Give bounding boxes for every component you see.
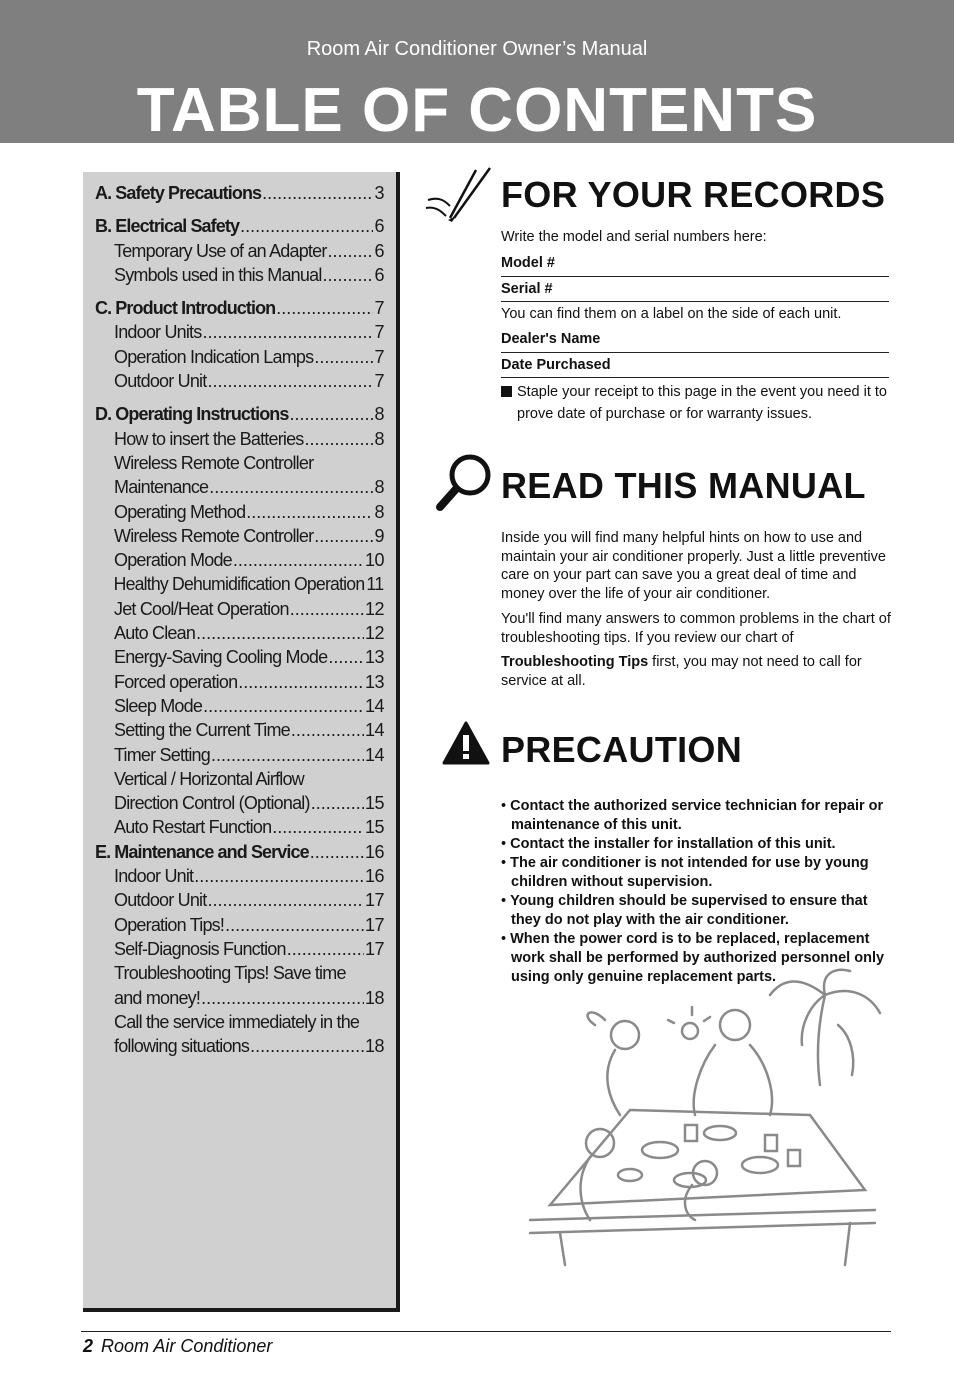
toc-entry[interactable] bbox=[95, 694, 384, 718]
toc-page-number: 18 bbox=[364, 1036, 384, 1057]
toc-page-number: 10 bbox=[364, 550, 384, 571]
toc-entry[interactable] bbox=[95, 320, 384, 344]
label-location-note: You can find them on a label on the side of each unit. bbox=[501, 306, 842, 322]
toc-leader-dots bbox=[196, 621, 364, 645]
toc-entry[interactable] bbox=[95, 913, 384, 937]
page-footer bbox=[83, 1336, 272, 1357]
toc-page-number: 8 bbox=[374, 404, 384, 425]
toc-leader-dots bbox=[290, 597, 364, 621]
precaution-header bbox=[420, 715, 895, 777]
manual-subtitle: Room Air Conditioner Owner’s Manual bbox=[306, 38, 648, 60]
toc-entry-label: D. Operating Instructions bbox=[95, 404, 289, 425]
toc-leader-dots bbox=[276, 296, 373, 320]
toc-page-number: 15 bbox=[364, 817, 384, 838]
toc-entry-label: Symbols used in this Manual bbox=[114, 264, 322, 285]
toc-entry-label: Operation Tips! bbox=[114, 914, 225, 935]
manual-heading: READ THIS MANUAL bbox=[501, 465, 866, 506]
toc-entry[interactable] bbox=[95, 645, 384, 669]
toc-page-number: 13 bbox=[364, 671, 384, 692]
precaution-item-text: The air conditioner is not intended for use by young children without supervision. bbox=[510, 854, 869, 890]
toc-entry-label: Forced operation bbox=[114, 671, 238, 692]
toc-leader-dots bbox=[238, 670, 364, 694]
page-title: TABLE OF CONTENTS bbox=[136, 76, 818, 145]
toc-entry-label: Call the service immediately in the bbox=[114, 1011, 360, 1032]
toc-entry[interactable] bbox=[95, 572, 384, 596]
toc-entry-label: Temporary Use of an Adapter bbox=[114, 240, 327, 261]
manual-header bbox=[420, 451, 895, 513]
toc-entry-label: Indoor Unit bbox=[114, 866, 194, 887]
toc-leader-dots bbox=[287, 937, 364, 961]
page-number: 2 bbox=[83, 1336, 94, 1356]
toc-entry[interactable] bbox=[95, 427, 384, 451]
toc-entry-label: Jet Cool/Heat Operation bbox=[114, 598, 289, 619]
toc-entry-label: Maintenance bbox=[114, 477, 209, 498]
toc-entry[interactable] bbox=[95, 369, 384, 393]
date-purchased-field[interactable]: Date Purchased bbox=[501, 353, 889, 379]
toc-entry-label: Outdoor Unit bbox=[114, 890, 207, 911]
toc-leader-dots bbox=[240, 214, 373, 238]
toc-section-entry[interactable] bbox=[95, 181, 384, 205]
toc-entry-label: Vertical / Horizontal Airflow bbox=[114, 768, 304, 789]
manual-paragraph-1: Inside you will find many helpful hints on how to use and maintain your air conditioner properly. Just a little preventive care on your part can save you a great deal of time and money over the life of your air conditioner. bbox=[501, 530, 886, 603]
toc-entry[interactable] bbox=[95, 597, 384, 621]
toc-leader-dots bbox=[250, 1034, 364, 1058]
toc-entry[interactable] bbox=[95, 263, 384, 287]
records-heading: FOR YOUR RECORDS bbox=[501, 174, 886, 215]
right-column bbox=[420, 160, 895, 987]
toc-leader-dots bbox=[328, 645, 364, 669]
toc-page-number: 14 bbox=[364, 744, 384, 765]
toc-page-number: 7 bbox=[374, 346, 384, 367]
toc-entry-label: Auto Clean bbox=[114, 623, 196, 644]
toc-entry-label: Energy-Saving Cooling Mode bbox=[114, 647, 328, 668]
toc-leader-dots bbox=[209, 475, 373, 499]
toc-entry-label: Timer Setting bbox=[114, 744, 210, 765]
toc-entry[interactable] bbox=[95, 451, 384, 475]
toc-page-number: 17 bbox=[364, 914, 384, 935]
dealer-name-field[interactable]: Dealer's Name bbox=[501, 327, 889, 353]
toc-leader-dots bbox=[225, 913, 364, 937]
toc-leader-dots bbox=[201, 986, 364, 1010]
manual-paragraph-3 bbox=[501, 653, 891, 690]
toc-leader-dots bbox=[194, 864, 364, 888]
toc-entry[interactable] bbox=[95, 937, 384, 961]
toc-entry-label: and money! bbox=[114, 987, 201, 1008]
toc-entry-label: Troubleshooting Tips! Save time bbox=[114, 963, 346, 984]
toc-entry-label: Direction Control (Optional) bbox=[114, 793, 310, 814]
toc-page-number: 8 bbox=[374, 428, 384, 449]
manual-paragraph-3-rest: first, you may not need to call for service at all. bbox=[501, 654, 862, 689]
toc-entry-label: Sleep Mode bbox=[114, 695, 203, 716]
toc-leader-dots bbox=[291, 718, 364, 742]
toc-entry[interactable] bbox=[95, 791, 384, 815]
precaution-item-text: Young children should be supervised to ensure that they do not play with the air conditioner. bbox=[510, 892, 868, 928]
toc-entry[interactable] bbox=[95, 621, 384, 645]
toc-entry-label: E. Maintenance and Service bbox=[95, 841, 309, 862]
toc-entry[interactable] bbox=[95, 718, 384, 742]
toc-entry[interactable] bbox=[95, 500, 384, 524]
toc-page-number: 16 bbox=[364, 841, 384, 862]
precaution-list bbox=[501, 797, 893, 987]
toc-leader-dots bbox=[314, 524, 373, 548]
toc-entry[interactable] bbox=[95, 345, 384, 369]
toc-page-number: 7 bbox=[374, 371, 384, 392]
toc-page-number: 6 bbox=[374, 216, 384, 237]
toc-leader-dots bbox=[233, 548, 364, 572]
precaution-item-text: Contact the installer for installation of this unit. bbox=[510, 835, 836, 852]
toc-entry[interactable] bbox=[95, 1010, 384, 1034]
toc-entry[interactable] bbox=[95, 475, 384, 499]
header-banner bbox=[0, 0, 954, 143]
toc-page-number: 13 bbox=[364, 647, 384, 668]
toc-leader-dots bbox=[207, 369, 373, 393]
toc-leader-dots bbox=[202, 320, 373, 344]
toc-entry-label: Operating Method bbox=[114, 501, 246, 522]
toc-entry[interactable] bbox=[95, 239, 384, 263]
toc-page-number: 6 bbox=[374, 240, 384, 261]
toc-leader-dots bbox=[246, 500, 373, 524]
toc-page-number: 12 bbox=[364, 598, 384, 619]
footer-rule bbox=[81, 1331, 891, 1332]
toc-entry-label: Setting the Current Time bbox=[114, 720, 290, 741]
toc-page-number: 17 bbox=[364, 938, 384, 959]
toc-leader-dots bbox=[262, 181, 373, 205]
toc-page-number: 14 bbox=[364, 695, 384, 716]
toc-section-entry[interactable] bbox=[95, 214, 384, 238]
warning-triangle-icon bbox=[420, 717, 492, 779]
toc-leader-dots bbox=[203, 694, 364, 718]
toc-leader-dots bbox=[207, 888, 364, 912]
family-picnic-illustration bbox=[520, 965, 890, 1270]
toc-leader-dots bbox=[272, 815, 364, 839]
model-number-field[interactable]: Model # bbox=[501, 251, 889, 277]
toc-section-entry[interactable] bbox=[95, 296, 384, 320]
precaution-item bbox=[501, 892, 893, 930]
precaution-heading: PRECAUTION bbox=[501, 728, 743, 770]
toc-entry[interactable] bbox=[95, 767, 384, 791]
square-bullet-icon bbox=[501, 386, 512, 397]
pen-icon bbox=[420, 162, 492, 224]
magnifier-icon bbox=[420, 453, 492, 515]
toc-page-number: 6 bbox=[374, 264, 384, 285]
toc-entry[interactable] bbox=[95, 986, 384, 1010]
toc-entry[interactable] bbox=[95, 888, 384, 912]
manual-paragraph-2: You'll find many answers to common problems in the chart of troubleshooting tips. If you review our chart of bbox=[501, 610, 891, 646]
toc-entry-label: Wireless Remote Controller bbox=[114, 525, 314, 546]
toc-section-entry[interactable] bbox=[95, 402, 384, 426]
toc-entry[interactable] bbox=[95, 548, 384, 572]
toc-entry[interactable] bbox=[95, 815, 384, 839]
toc-entry-label: Auto Restart Function bbox=[114, 817, 272, 838]
toc-entry[interactable] bbox=[95, 1034, 384, 1058]
table-of-contents bbox=[83, 172, 400, 1312]
toc-entry-label: Operation Mode bbox=[114, 550, 232, 571]
toc-entry-label: How to insert the Batteries bbox=[114, 428, 304, 449]
toc-page-number: 7 bbox=[374, 298, 384, 319]
troubleshooting-tips-bold: Troubleshooting Tips bbox=[501, 654, 649, 671]
toc-entry[interactable] bbox=[95, 524, 384, 548]
staple-receipt-note bbox=[501, 381, 893, 425]
records-header bbox=[420, 160, 895, 222]
toc-entry[interactable] bbox=[95, 743, 384, 767]
toc-page-number: 14 bbox=[364, 720, 384, 741]
toc-section-entry[interactable] bbox=[95, 840, 384, 864]
precaution-item bbox=[501, 835, 893, 854]
toc-entry-label: C. Product Introduction bbox=[95, 298, 276, 319]
toc-entry-label: following situations bbox=[114, 1036, 250, 1057]
toc-entry[interactable] bbox=[95, 670, 384, 694]
toc-leader-dots bbox=[290, 402, 374, 426]
toc-entry-label: Indoor Units bbox=[114, 322, 202, 343]
footer-text: Room Air Conditioner bbox=[101, 1336, 273, 1356]
toc-entry-label: Wireless Remote Controller bbox=[114, 452, 314, 473]
toc-entry[interactable] bbox=[95, 864, 384, 888]
precaution-item-text: When the power cord is to be replaced, replacement work shall be performed by authorized personnel only using only genuine replacement parts. bbox=[510, 930, 885, 985]
toc-page-number: 8 bbox=[374, 501, 384, 522]
precaution-item bbox=[501, 854, 893, 892]
serial-number-field[interactable]: Serial # bbox=[501, 277, 889, 303]
toc-entry-label: Outdoor Unit bbox=[114, 371, 207, 392]
toc-page-number: 17 bbox=[364, 890, 384, 911]
toc-page-number: 16 bbox=[364, 866, 384, 887]
staple-note-text: Staple your receipt to this page in the event you need it to prove date of purchase or for warranty issues. bbox=[517, 384, 887, 422]
toc-leader-dots bbox=[305, 427, 374, 451]
toc-leader-dots bbox=[310, 840, 364, 864]
toc-page-number: 12 bbox=[364, 623, 384, 644]
precaution-item bbox=[501, 797, 893, 835]
toc-page-number: 8 bbox=[374, 477, 384, 498]
records-intro: Write the model and serial numbers here: bbox=[501, 229, 767, 245]
toc-page-number: 3 bbox=[374, 183, 384, 203]
toc-page-number: 11 bbox=[366, 574, 384, 595]
toc-leader-dots bbox=[323, 263, 374, 287]
toc-entry-label: Healthy Dehumidification Operation bbox=[113, 574, 365, 595]
toc-leader-dots bbox=[311, 791, 364, 815]
toc-entry-label: Operation Indication Lamps bbox=[114, 346, 314, 367]
toc-page-number: 15 bbox=[364, 793, 384, 814]
toc-entry-label: Self-Diagnosis Function bbox=[114, 938, 286, 959]
toc-page-number: 9 bbox=[374, 525, 384, 546]
toc-page-number: 18 bbox=[364, 987, 384, 1008]
toc-leader-dots bbox=[314, 345, 373, 369]
toc-entry[interactable] bbox=[95, 961, 384, 985]
toc-entry-label: B. Electrical Safety bbox=[95, 216, 240, 237]
toc-page-number: 7 bbox=[374, 322, 384, 343]
toc-leader-dots bbox=[328, 239, 374, 263]
precaution-item-text: Contact the authorized service technician for repair or maintenance of this unit. bbox=[510, 797, 884, 833]
toc-leader-dots bbox=[211, 743, 364, 767]
toc-entry-label: A. Safety Precautions bbox=[95, 183, 262, 203]
